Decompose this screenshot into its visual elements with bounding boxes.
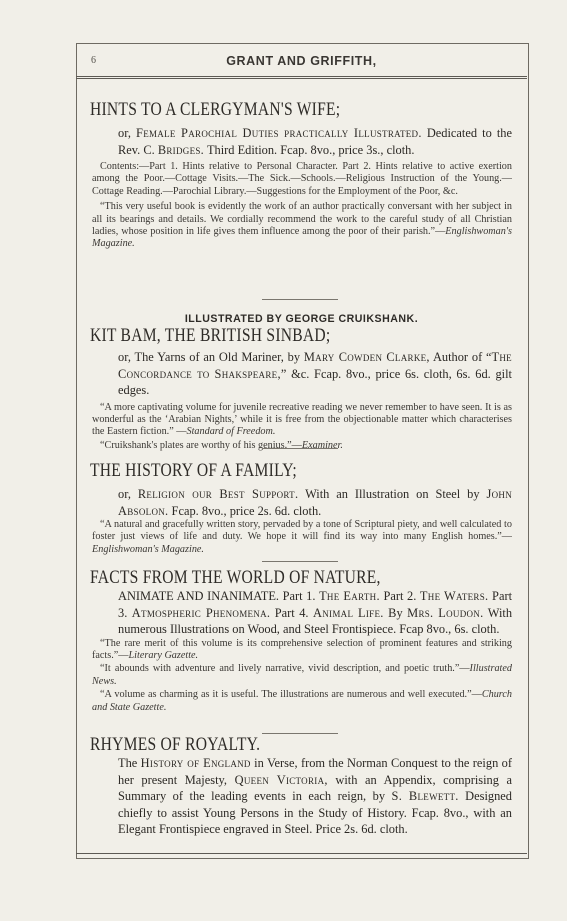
text-run: Part 3. xyxy=(118,589,513,620)
text-run: By xyxy=(383,605,408,620)
quote-source: Standard of Freedom. xyxy=(186,426,276,438)
review-quote xyxy=(92,519,512,556)
small-caps-run: S. Blewett. xyxy=(391,789,459,803)
text-run: With an Illustration on Steel by xyxy=(298,487,487,501)
quote-text: “A more captivating volume for juvenile recreative reading we never remember to have seen. It is as wonderful as the ‘Arabian Nights,’ while it is free from the objectionable matter which characterises the Eastern fiction.” — xyxy=(92,401,512,438)
text-run: Dedicated to the Rev. C. xyxy=(118,126,512,157)
review-quote xyxy=(92,663,512,688)
text-run: in Verse, from the Norman Conquest to the reign of her present Majesty, xyxy=(118,756,512,787)
text-run: Designed chiefly to assist Young Persons in the Study of History. Fcap. 8vo., with an Elegant Frontispiece engraved in Steel. Price 2s. 6d. cloth. xyxy=(118,789,512,836)
entry-contents-note xyxy=(92,161,512,198)
quote-source: Illustrated News. xyxy=(92,663,512,687)
section-divider xyxy=(262,561,338,562)
quote-text: “This very useful book is evidently the work of an author practically conversant with her subject in all its bearings and details. We cordially recommend the work to the careful study of all Christian ladies, whose position in life gives them influence among the poor of their parish.”— xyxy=(92,201,512,238)
page-number: 6 xyxy=(91,55,96,66)
review-quote xyxy=(92,402,512,439)
text-run: Fcap. 8vo., price 2s. 6d. cloth. xyxy=(168,503,322,518)
small-caps-run: History of England xyxy=(140,756,251,770)
entry-title: KIT BAM, THE BRITISH SINBAD; xyxy=(90,325,331,346)
text-run: Third Edition. Fcap. 8vo., price 3s., cloth. xyxy=(204,142,415,157)
text-run: ANIMATE AND INANIMATE. Part 1. xyxy=(118,589,320,603)
page-header xyxy=(76,52,527,72)
illustration-label: ILLUSTRATED BY GEORGE CRUIKSHANK. xyxy=(184,313,419,325)
header-rule xyxy=(76,76,527,79)
text-run: Author of “ xyxy=(429,350,492,364)
entry-facts-world-of-nature xyxy=(90,568,512,714)
entry-kit-bam xyxy=(90,326,512,452)
small-caps-run: John Absolon. xyxy=(118,487,512,518)
small-caps-run: Mrs. Loudon. xyxy=(407,605,484,620)
small-caps-run: The Waters. xyxy=(419,589,489,603)
quote-source: Church and State Gazette. xyxy=(92,689,512,713)
text-run: or, xyxy=(118,126,136,140)
review-quote xyxy=(92,440,512,452)
small-caps-run: Female Parochial Duties practically Illustrated. xyxy=(136,126,422,140)
section-divider xyxy=(262,733,338,734)
entry-description xyxy=(118,349,512,399)
entry-title: THE HISTORY OF A FAMILY; xyxy=(90,460,297,481)
text-run: With numerous Illustrations on Wood, and Steel Frontispiece. Fcap 8vo., 6s. cloth. xyxy=(118,605,513,636)
quote-source: Englishwoman's Magazine. xyxy=(92,543,204,555)
entry-description xyxy=(118,588,512,638)
quote-text: Contents:—Part 1. Hints relative to Personal Character. Part 2. Hints relative to active exertion among the Poor.—Cottage Visits.—The Sick.—Schools.—Religious Instruction of the Young.—Cottage Reading.—Parochial Library.—Suggestions for the Employment of the Poor, &c. xyxy=(92,161,512,197)
quote-source: Englishwoman's Magazine. xyxy=(92,226,512,250)
quote-text: “Cruikshank's plates are worthy of his genius.”— xyxy=(100,439,302,451)
small-caps-run: The Concordance to Shakspeare, xyxy=(118,350,512,381)
small-caps-run: Bridges. xyxy=(157,142,205,157)
text-run: ” &c. Fcap. 8vo., price 6s. cloth, 6s. 6d. gilt edges. xyxy=(118,366,512,397)
text-run: or, The Yarns of an Old Mariner, by xyxy=(118,350,304,364)
small-caps-run: Atmospheric Phenomena. xyxy=(131,605,271,620)
entry-hints-clergymans-wife xyxy=(90,100,512,251)
running-head: GRANT AND GRIFFITH, xyxy=(226,54,377,68)
entry-title: HINTS TO A CLERGYMAN'S WIFE; xyxy=(90,99,341,120)
small-caps-run: Queen Victoria, xyxy=(234,772,328,787)
small-caps-run: Religion our Best Support. xyxy=(137,487,299,501)
quote-source: Examiner. xyxy=(301,439,343,451)
text-run: Part 2. xyxy=(379,589,420,603)
small-caps-run: The Earth. xyxy=(319,589,380,603)
entry-title: FACTS FROM THE WORLD OF NATURE, xyxy=(90,567,381,588)
section-divider xyxy=(262,448,338,449)
entry-title: RHYMES OF ROYALTY. xyxy=(90,734,261,755)
entry-rhymes-of-royalty xyxy=(90,735,512,838)
review-quote xyxy=(92,689,512,714)
entry-history-of-a-family xyxy=(90,461,512,556)
text-run: or, xyxy=(118,487,138,501)
entry-description xyxy=(118,125,512,158)
text-run: with an Appendix, comprising a Summary of the leading events in each reign, by xyxy=(118,772,513,803)
entry-description xyxy=(118,486,512,519)
quote-text: “It abounds with adventure and lively narrative, vivid description, and poetic truth.”— xyxy=(100,663,470,675)
text-run: The xyxy=(118,756,141,770)
section-divider xyxy=(262,299,338,300)
footer-rule xyxy=(76,853,527,854)
review-quote xyxy=(92,638,512,663)
entry-description xyxy=(118,755,512,838)
quote-source: Literary Gazette. xyxy=(128,649,199,661)
quote-text: “A natural and gracefully written story, pervaded by a tone of Scriptural piety, and well calculated to foster just views of life and duty. We hope it will find its way into many English homes.”— xyxy=(92,519,512,543)
quote-text: “The rare merit of this volume is its comprehensive selection of prominent features and striking facts.”— xyxy=(92,637,512,661)
quote-text: “A volume as charming as it is useful. The illustrations are numerous and well executed.”— xyxy=(100,689,482,701)
small-caps-run: Animal Life. xyxy=(313,605,384,620)
review-quote xyxy=(92,201,512,251)
text-run: Part 4. xyxy=(270,605,313,620)
small-caps-run: Mary Cowden Clarke, xyxy=(303,350,430,364)
